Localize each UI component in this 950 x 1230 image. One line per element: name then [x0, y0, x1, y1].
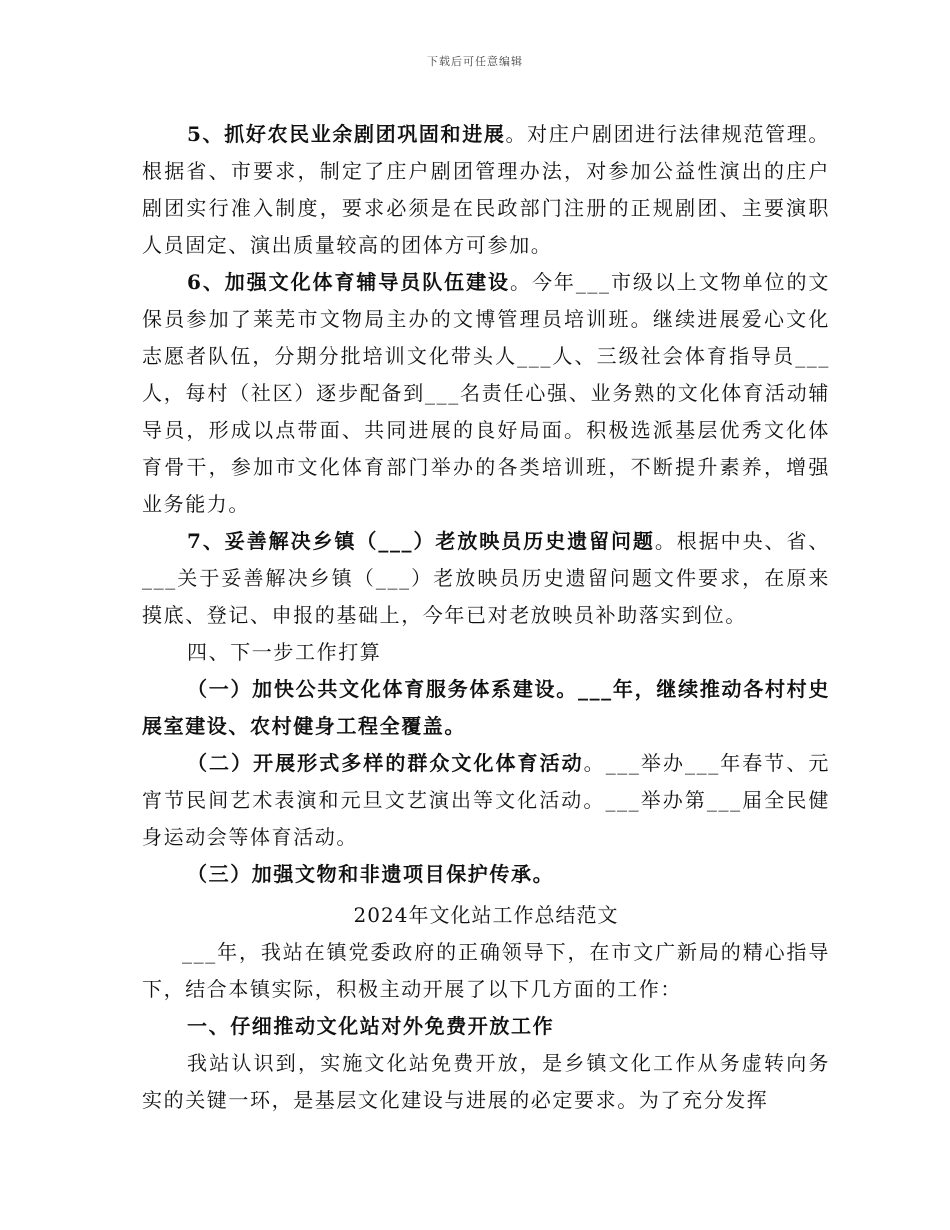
section-heading-part1 — [142, 1008, 830, 1045]
paragraph-item6 — [142, 264, 830, 523]
paragraph-plan1 — [142, 671, 830, 745]
document-body — [142, 116, 830, 1119]
paragraph-intro: ___年，我站在镇党委政府的正确领导下，在市文广新局的精心指导下，结合本镇实际，积极主动开展了以下几方面的工作： — [142, 940, 830, 1001]
item6-body: 。今年___市级以上文物单位的文保员参加了莱芜市文物局主办的文博管理员培训班。继续进展爱心文化志愿者队伍，分期分批培训文化带头人___人、三级社会体育指导员___人，每村（社区）逐步配备到___名责任心强、业务熟的文化体育活动辅导员，形成以点带面、共同进展的良好局面。积极选派基层优秀文化体育骨干，参加市文化体育部门举办的各类培训班，不断提升素养，增强业务能力。 — [142, 270, 830, 516]
plan2-body: 。___举办___年春节、元宵节民间艺术表演和元旦文艺演出等文化活动。___举办第___届全民健身运动会等体育活动。 — [142, 751, 830, 849]
plan3-heading: （三）加强文物和非遗项目保护传承。 — [187, 862, 555, 886]
document-title: 2024年文化站工作总结范文 — [353, 903, 619, 927]
paragraph-plan2 — [142, 745, 830, 856]
part4-heading: 四、下一步工作打算 — [187, 640, 382, 664]
part1-heading: 一、仔细推动文化站对外免费开放工作 — [187, 1014, 555, 1038]
paragraph-item5 — [142, 116, 830, 264]
page-header: 下载后可任意编辑 — [427, 55, 523, 68]
paragraph-plan3 — [142, 856, 830, 893]
item7-body: 。根据中央、省、___关于妥善解决乡镇（___）老放映员历史遗留问题文件要求，在原来摸底、登记、申报的基础上，今年已对老放映员补助落实到位。 — [142, 529, 830, 627]
item5-heading: 5、抓好农民业余剧团巩固和进展 — [187, 122, 506, 146]
plan1-heading: （一）加快公共文化体育服务体系建设。___年，继续推动各村村史展室建设、农村健身工程全覆盖。 — [142, 677, 830, 738]
item7-heading: 7、妥善解决乡镇（___）老放映员历史遗留问题 — [187, 529, 655, 553]
paragraph-part1-body: 我站认识到，实施文化站免费开放，是乡镇文化工作从务虚转向务实的关键一环，是基层文化建设与进展的必定要求。为了充分发挥 — [142, 1051, 830, 1112]
paragraph-item7 — [142, 523, 830, 634]
item5-body: 。对庄户剧团进行法律规范管理。根据省、市要求，制定了庄户剧团管理办法，对参加公益性演出的庄户剧团实行准入制度，要求必须是在民政部门注册的正规剧团、主要演职人员固定、演出质量较高的团体方可参加。 — [142, 122, 831, 257]
plan2-heading: （二）开展形式多样的群众文化体育活动 — [187, 751, 584, 775]
item6-heading: 6、加强文化体育辅导员队伍建设 — [187, 270, 510, 294]
section-heading-part4 — [142, 634, 830, 671]
